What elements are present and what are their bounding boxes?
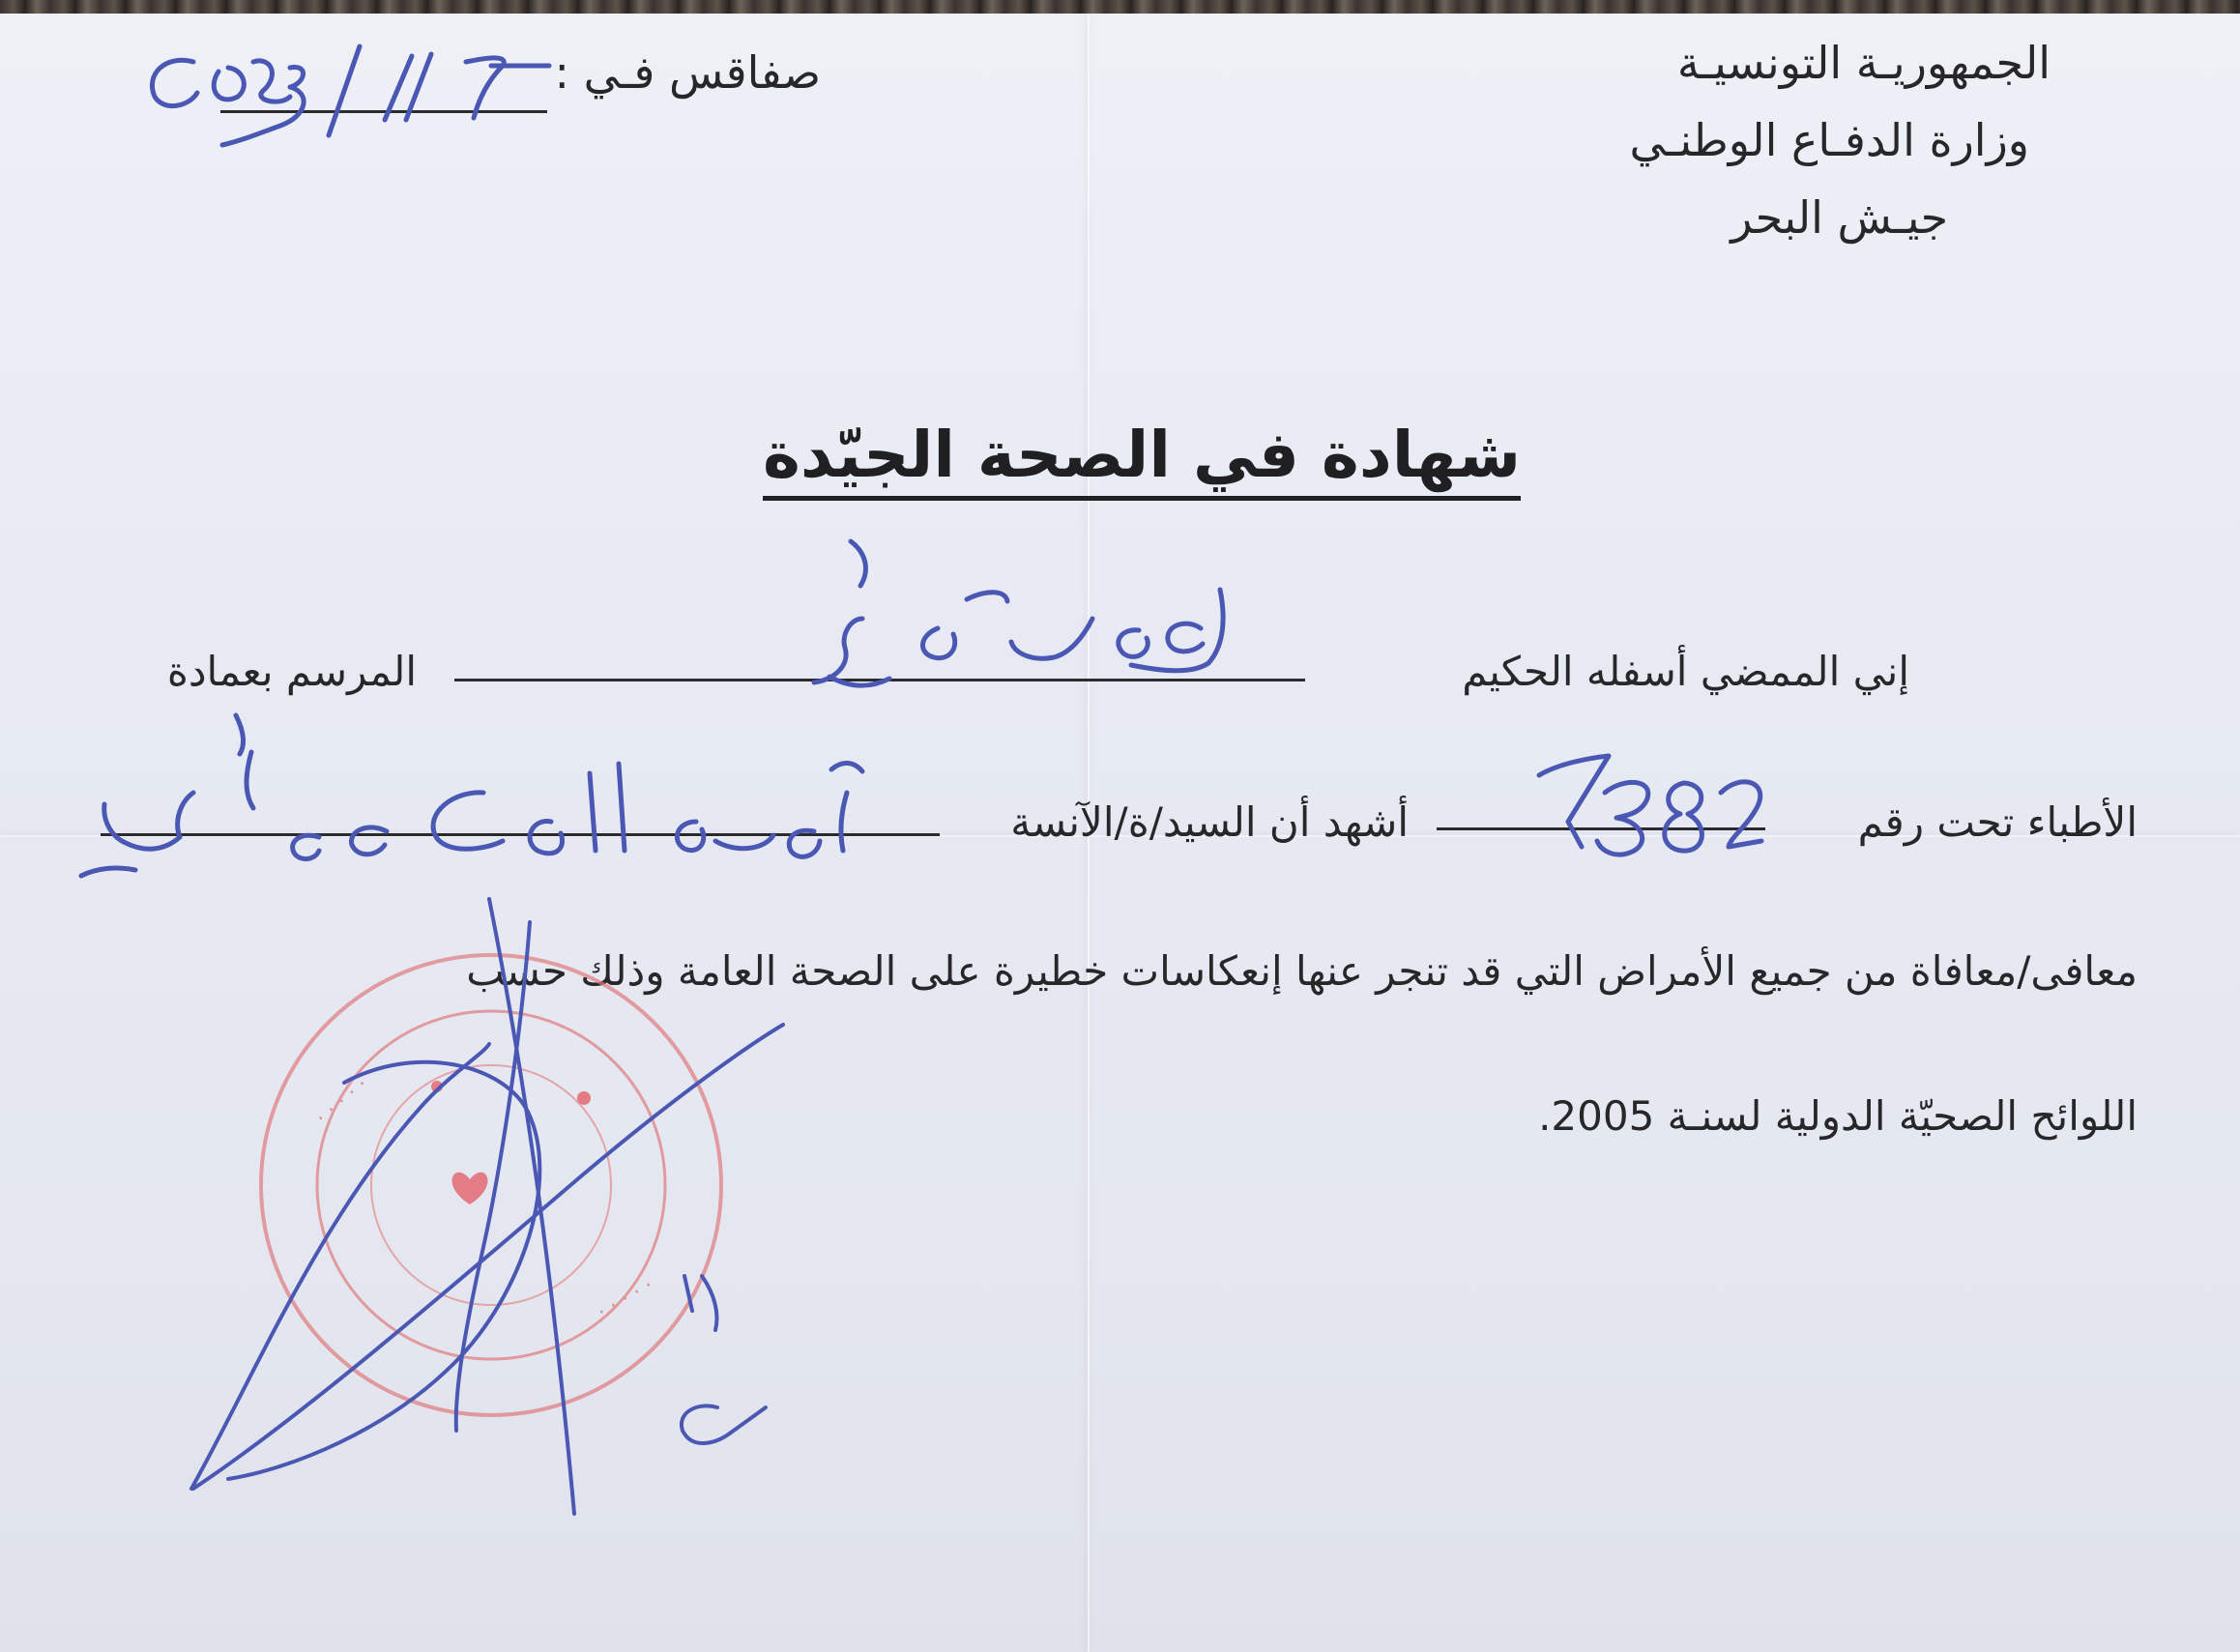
handwritten-date: [152, 46, 549, 145]
round-stamp: [261, 955, 721, 1415]
certificate-title: شهادة في الصحة الجيّدة: [763, 418, 1521, 501]
line3-text: معافى/معافاة من جميع الأمراض التي قد تنجر عنها إنعكاسات خطيرة على الصحة العامة وذلك حسب: [466, 947, 2138, 995]
svg-text:. . . . .: . . . . .: [306, 1067, 370, 1126]
header-country: الجمهوريـة التونسيـة: [1676, 37, 2051, 89]
place-date-label: صفاقس فـي :: [554, 46, 821, 99]
line2-text-start: الأطباء تحت رقم: [1857, 798, 2138, 846]
header-unit: جيـش البحر: [1731, 191, 1948, 244]
line1-text-end: المرسم بعمادة: [166, 648, 417, 695]
line1-text-start: إني الممضي أسفله الحكيم: [1462, 648, 1909, 695]
handwritten-doctor-name: [814, 541, 1223, 685]
line2-text-mid: أشهد أن السيد/ة/الآنسة: [1010, 798, 1409, 846]
svg-text:. . . . .: . . . . .: [590, 1268, 655, 1320]
handwritten-patient-name: [81, 715, 862, 876]
signature: [191, 899, 783, 1514]
handwritten-registration-number: [1539, 756, 1761, 855]
line4-text: اللوائح الصحيّة الدولية لسنـة 2005.: [1538, 1092, 2138, 1140]
header-ministry: وزارة الدفـاع الوطنـي: [1629, 114, 2029, 166]
